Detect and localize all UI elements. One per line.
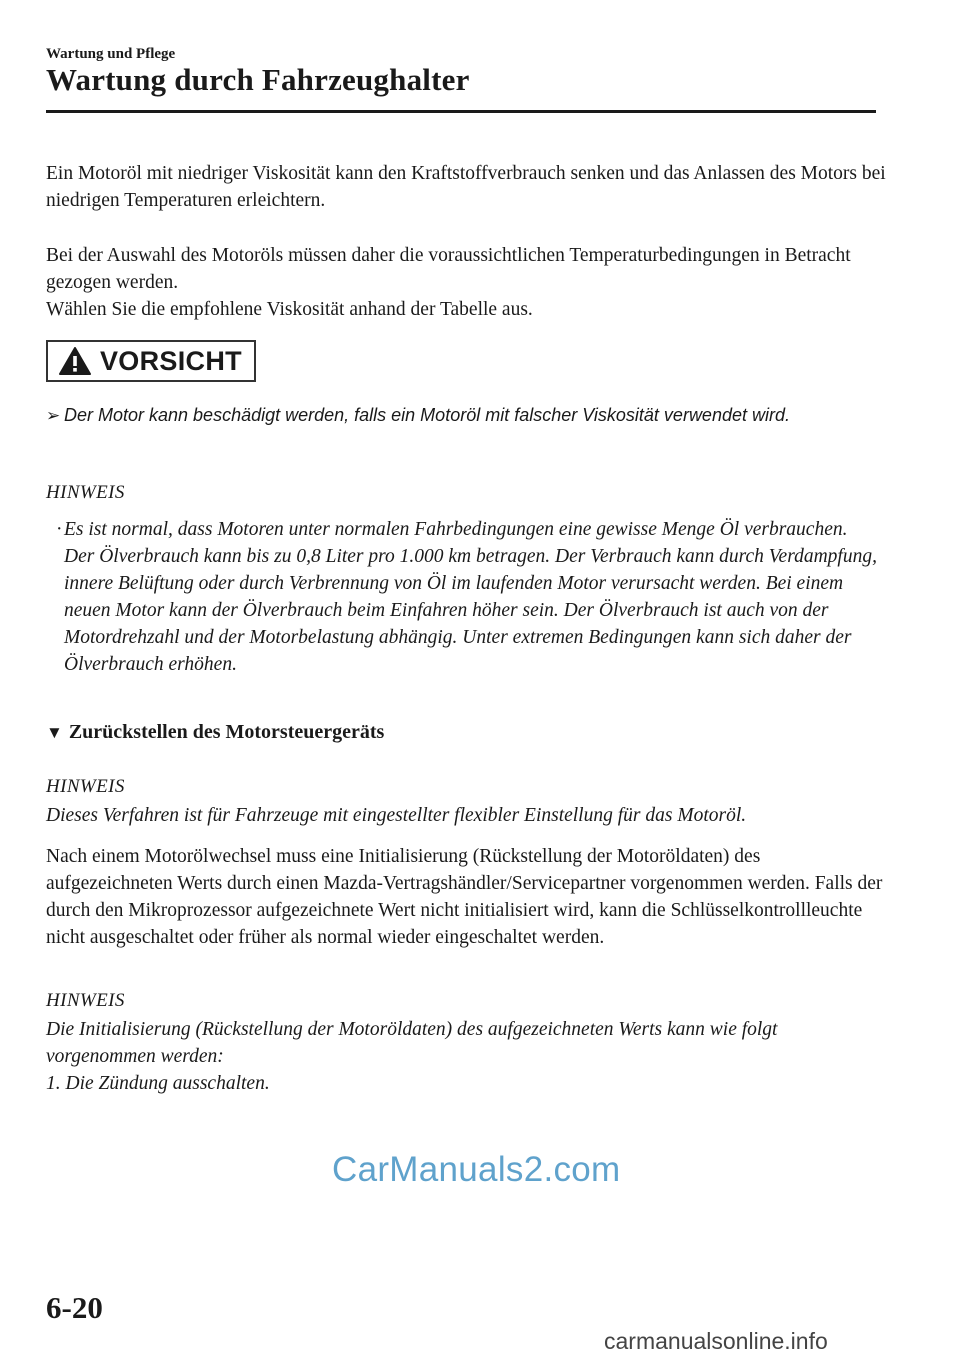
section-label: Wartung und Pflege	[46, 46, 176, 62]
paragraph-viscosity-intro: Ein Motoröl mit niedriger Viskosität kann den Kraftstoffverbrauch senken und das Anlassen des Motors bei niedrigen Temperaturen erleichtern.	[46, 163, 886, 211]
note-label: HINWEIS	[46, 482, 125, 503]
bullet-dot: ·	[56, 519, 63, 540]
subheading	[46, 721, 384, 744]
arrow-bullet-icon: ➢	[46, 406, 61, 425]
note-bullet-text: Es ist normal, dass Motoren unter normalen Fahrbedingungen eine gewisse Menge Öl verbrauchen.	[64, 519, 848, 540]
paragraph-select-viscosity: Wählen Sie die empfohlene Viskosität anhand der Tabelle aus.	[46, 299, 533, 320]
watermark-logo: CarManuals2.com	[332, 1150, 621, 1189]
warning-icon	[58, 346, 92, 376]
note-text-3: Die Initialisierung (Rückstellung der Motoröldaten) des aufgezeichneten Werts kann wie folgt vorgenommen werden:	[46, 1019, 778, 1067]
caution-label: VORSICHT	[100, 345, 242, 376]
caution-box	[46, 340, 256, 382]
note-label-3: HINWEIS	[46, 990, 125, 1011]
note-bullet	[46, 516, 886, 678]
paragraph-initialization: Nach einem Motorölwechsel muss eine Initialisierung (Rückstellung der Motoröldaten) des aufgezeichneten Werts durch einen Mazda-Vertragshändler/Servicepartner vorgenommen werden. Falls der durch den Mikroprozessor aufgezeichnete Wert nicht initialisiert wird, kann die Schlüsselkontrollleuchte nicht ausgeschaltet oder früher als normal wieder eingeschaltet werden.	[46, 846, 883, 948]
subheading-text: Zurückstellen des Motorsteuergeräts	[68, 721, 385, 743]
step-1: 1. Die Zündung ausschalten.	[46, 1073, 270, 1094]
triangle-marker-icon: ▼	[46, 722, 63, 742]
note-bullet-text-continued: Der Ölverbrauch kann bis zu 0,8 Liter pro 1.000 km betragen. Der Verbrauch kann durch Verdampfung, innere Belüftung oder durch Verbrennung von Öl im laufenden Motor verursacht werden. Bei einem neuen Motor kann der Ölverbrauch beim Einfahren höher sein. Der Ölverbrauch ist auch von der Motordrehzahl und der Motorbelastung abhängig. Unter extremen Bedingungen kann sich daher der Ölverbrauch erhöhen.	[64, 546, 877, 675]
caution-item-text: Der Motor kann beschädigt werden, falls ein Motoröl mit falscher Viskosität verwendet wird.	[64, 405, 790, 425]
page-number: 6-20	[46, 1290, 103, 1325]
paragraph-temperature-conditions: Bei der Auswahl des Motoröls müssen daher die voraussichtlichen Temperaturbedingungen in Betracht gezogen werden.	[46, 245, 851, 293]
page-title: Wartung durch Fahrzeughalter	[46, 62, 470, 97]
note-label-2: HINWEIS	[46, 776, 125, 797]
caution-item	[46, 402, 856, 429]
footer-site-label: carmanualsonline.info	[604, 1328, 828, 1354]
note-text-2: Dieses Verfahren ist für Fahrzeuge mit eingestellter flexibler Einstellung für das Motoröl.	[46, 805, 747, 826]
title-divider	[46, 110, 876, 113]
